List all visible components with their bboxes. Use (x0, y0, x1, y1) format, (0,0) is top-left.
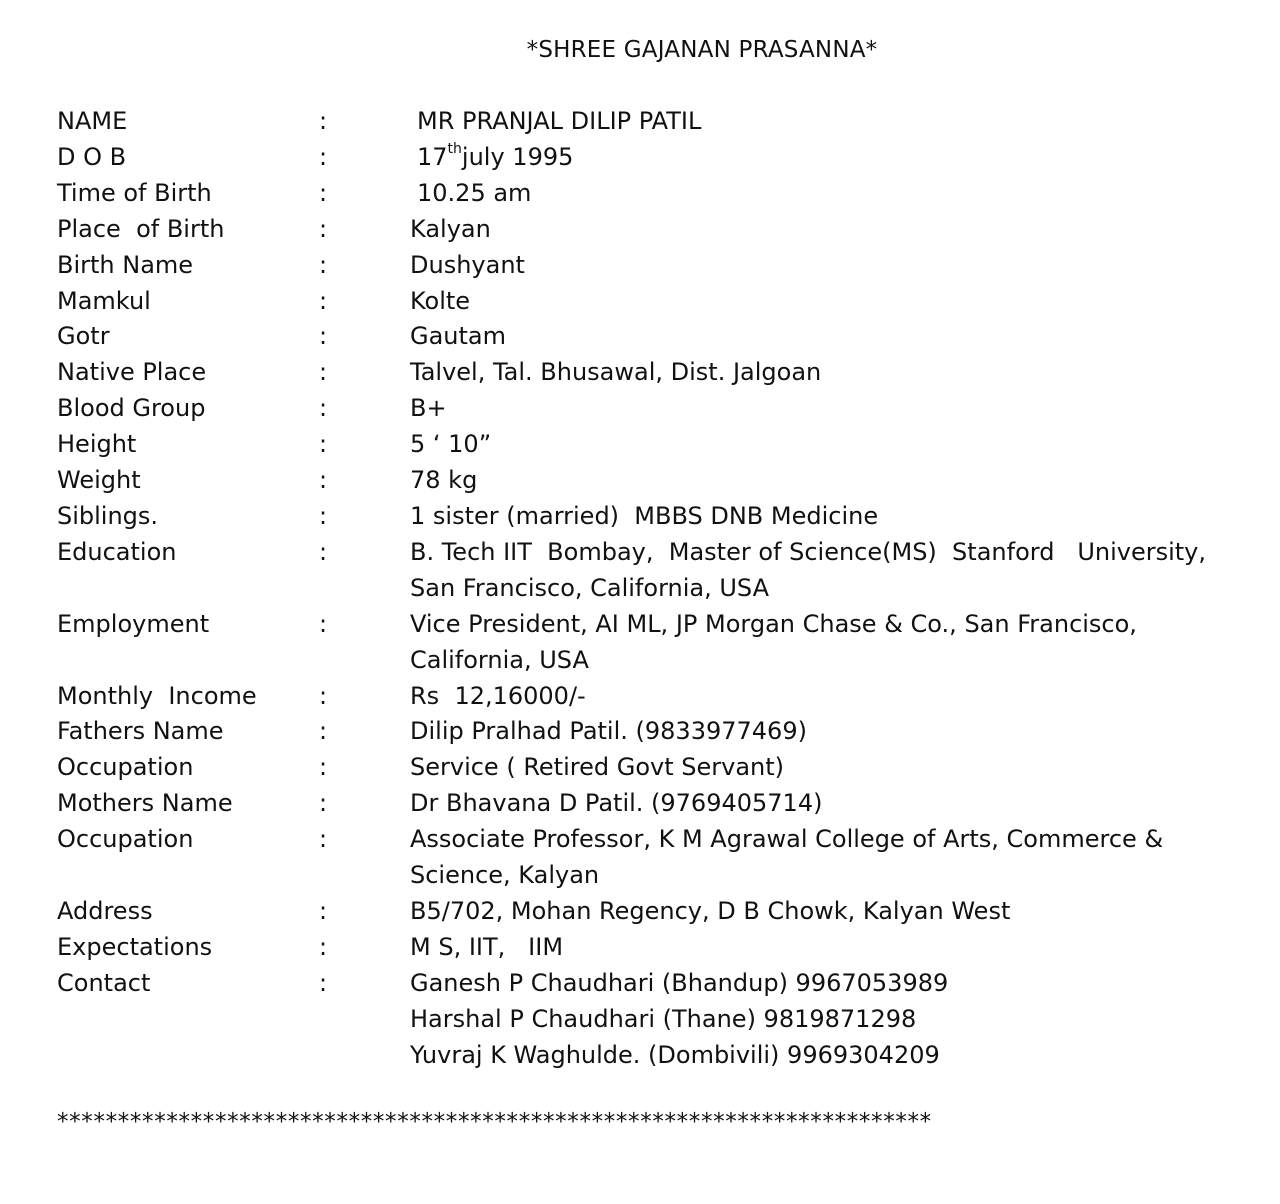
field-label: Siblings. (57, 501, 159, 530)
field-separator: : (319, 178, 328, 207)
field-row-native-place (57, 355, 1257, 391)
value-line: Associate Professor, K M Agrawal College of Arts, Commerce & (410, 825, 1164, 854)
field-row-address (57, 894, 1257, 930)
field-value: Kolte (410, 286, 471, 315)
field-row-contact (57, 966, 1257, 1074)
field-value (410, 607, 1257, 679)
contact-line: Ganesh P Chaudhari (Bhandup) 9967053989 (410, 968, 949, 997)
field-row-employment (57, 607, 1257, 679)
field-separator: : (319, 717, 328, 746)
field-value: 1 sister (married) MBBS DNB Medicine (410, 501, 879, 530)
field-separator: : (319, 107, 328, 135)
field-label: Mothers Name (57, 789, 233, 818)
field-value: Rs 12,16000/- (410, 681, 586, 710)
biodata-fields (57, 104, 1257, 1073)
field-row-fathers-name (57, 714, 1257, 750)
field-separator: : (319, 501, 328, 530)
field-row-mamkul (57, 284, 1257, 320)
value-line: California, USA (410, 645, 589, 674)
footer-star-divider: ************************************************************************ (57, 1109, 932, 1135)
field-label: Time of Birth (57, 178, 212, 207)
field-separator: : (319, 932, 328, 961)
field-label: Place of Birth (57, 214, 225, 243)
field-row-mothers-name (57, 786, 1257, 822)
field-separator: : (319, 142, 328, 171)
field-row-siblings (57, 499, 1257, 535)
contact-line: Harshal P Chaudhari (Thane) 9819871298 (410, 1004, 917, 1033)
field-row-dob (57, 140, 1257, 176)
field-label: Birth Name (57, 250, 194, 279)
field-separator: : (319, 896, 328, 925)
field-row-time-of-birth (57, 176, 1257, 212)
field-separator: : (319, 430, 328, 459)
field-value: Service ( Retired Govt Servant) (410, 753, 785, 782)
field-value: Dilip Pralhad Patil. (9833977469) (410, 717, 807, 746)
field-row-monthly-income (57, 679, 1257, 715)
field-separator: : (319, 968, 328, 997)
field-row-height (57, 427, 1257, 463)
field-label: D O B (57, 142, 127, 171)
field-separator: : (319, 609, 328, 638)
field-value: B+ (410, 394, 447, 423)
field-separator: : (319, 681, 328, 710)
field-label: Height (57, 430, 137, 459)
field-separator: : (319, 358, 328, 387)
field-separator: : (319, 250, 328, 279)
field-label: Blood Group (57, 394, 206, 423)
field-label: Weight (57, 466, 141, 495)
field-value: 78 kg (410, 466, 478, 495)
field-label: Contact (57, 968, 151, 997)
field-label: Native Place (57, 358, 207, 387)
field-value: MR PRANJAL DILIP PATIL (417, 107, 702, 135)
field-label: Occupation (57, 825, 194, 854)
field-value: 10.25 am (417, 178, 532, 207)
field-row-birth-name (57, 248, 1257, 284)
field-label: Occupation (57, 753, 194, 782)
field-separator: : (319, 286, 328, 315)
document-title: *SHREE GAJANAN PRASANNA* (526, 37, 878, 63)
field-value: Gautam (410, 322, 507, 351)
field-value (410, 535, 1257, 607)
field-value (410, 966, 1257, 1074)
field-label: Gotr (57, 322, 110, 351)
field-row-father-occupation (57, 750, 1257, 786)
field-row-gotr (57, 319, 1257, 355)
field-row-name (57, 104, 1257, 140)
field-label: Mamkul (57, 286, 151, 315)
field-label: Address (57, 896, 153, 925)
field-separator: : (319, 214, 328, 243)
contact-line: Yuvraj K Waghulde. (Dombivili) 9969304209 (410, 1040, 940, 1069)
field-separator: : (319, 466, 328, 495)
field-value: B5/702, Mohan Regency, D B Chowk, Kalyan West (410, 896, 1011, 925)
field-value: 5 ‘ 10” (410, 430, 492, 459)
field-label: Education (57, 537, 177, 566)
field-row-education (57, 535, 1257, 607)
field-value: Talvel, Tal. Bhusawal, Dist. Jalgoan (410, 358, 822, 387)
field-separator: : (319, 322, 328, 351)
field-label: Expectations (57, 932, 213, 961)
field-row-mother-occupation (57, 822, 1257, 894)
field-value: M S, IIT, IIM (410, 932, 564, 961)
field-label: Employment (57, 609, 210, 638)
field-value: Kalyan (410, 214, 491, 243)
value-line: San Francisco, California, USA (410, 573, 770, 602)
dob-suffix: th (447, 140, 462, 157)
field-label: NAME (57, 107, 128, 135)
value-line: B. Tech IIT Bombay, Master of Science(MS) Stanford University, (410, 537, 1207, 566)
field-separator: : (319, 537, 328, 566)
value-line: Vice President, AI ML, JP Morgan Chase & Co., San Francisco, (410, 609, 1137, 638)
dob-rest: july 1995 (461, 142, 574, 171)
dob-day: 17 (417, 142, 448, 171)
field-row-place-of-birth (57, 212, 1257, 248)
field-label: Fathers Name (57, 717, 224, 746)
field-separator: : (319, 753, 328, 782)
field-row-weight (57, 463, 1257, 499)
field-value: Dushyant (410, 250, 525, 279)
field-value (410, 140, 1257, 176)
field-separator: : (319, 789, 328, 818)
field-row-expectations (57, 930, 1257, 966)
value-line: Science, Kalyan (410, 861, 600, 890)
field-value (410, 822, 1257, 894)
field-separator: : (319, 394, 328, 423)
field-row-blood-group (57, 391, 1257, 427)
field-label: Monthly Income (57, 681, 257, 710)
field-separator: : (319, 825, 328, 854)
field-value: Dr Bhavana D Patil. (9769405714) (410, 789, 823, 818)
